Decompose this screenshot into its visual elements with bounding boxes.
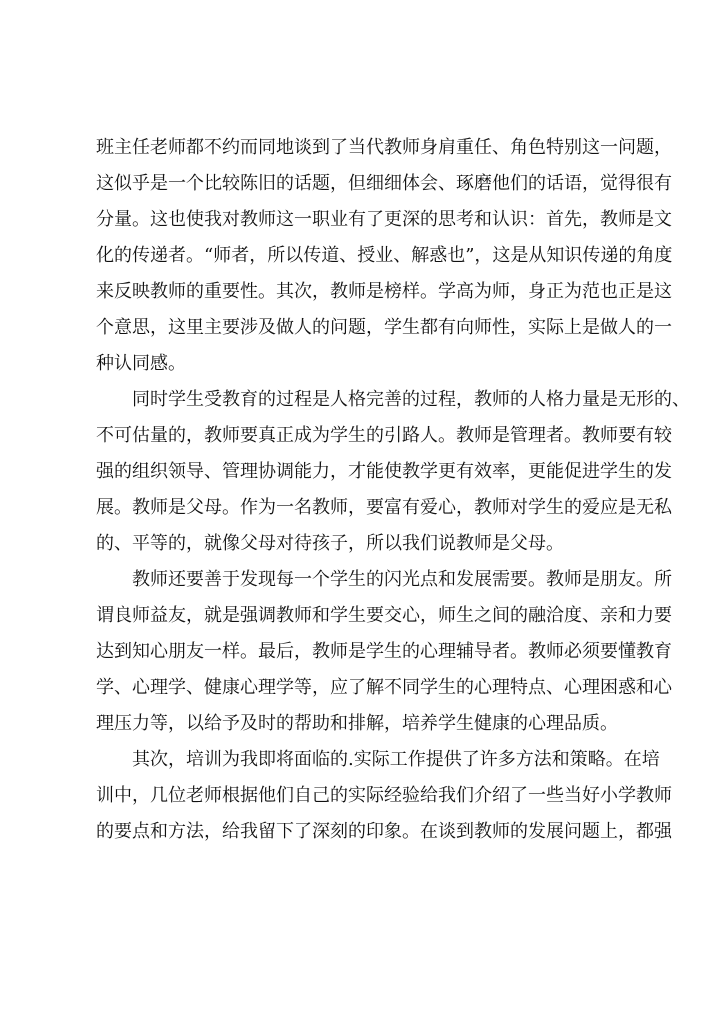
text-line: 达到知心朋友一样。最后，教师是学生的心理辅导者。教师必须要懂教育 xyxy=(96,641,672,662)
text-line: 来反映教师的重要性。其次，教师是榜样。学高为师，身正为范也正是这 xyxy=(96,281,672,302)
text-line: 的、平等的，就像父母对待孩子，所以我们说教师是父母。 xyxy=(96,533,564,554)
text-line: 种认同感。 xyxy=(96,353,186,374)
text-line: 谓良师益友，就是强调教师和学生要交心，师生之间的融洽度、亲和力要 xyxy=(96,605,672,626)
text-line: 学、心理学、健康心理学等，应了解不同学生的心理特点、心理困惑和心 xyxy=(96,677,672,698)
text-line: 强的组织领导、管理协调能力，才能使教学更有效率，更能促进学生的发 xyxy=(96,461,672,482)
text-line: 化的传递者。“师者，所以传道、授业、解惑也”，这是从知识传递的角度 xyxy=(96,245,673,266)
text-line: 展。教师是父母。作为一名教师，要富有爱心，教师对学生的爱应是无私 xyxy=(96,497,672,518)
text-line: 训中，几位老师根据他们自己的实际经验给我们介绍了一些当好小学教师 xyxy=(96,785,672,806)
paragraph-start-line: 其次，培训为我即将面临的.实际工作提供了许多方法和策略。在培 xyxy=(132,749,660,770)
text-line: 个意思，这里主要涉及做人的问题，学生都有向师性，实际上是做人的一 xyxy=(96,317,672,338)
paragraph-start-line: 教师还要善于发现每一个学生的闪光点和发展需要。教师是朋友。所 xyxy=(132,569,672,590)
body-text xyxy=(96,130,690,850)
text-line: 的要点和方法，给我留下了深刻的印象。在谈到教师的发展问题上，都强 xyxy=(96,821,672,842)
text-line: 这似乎是一个比较陈旧的话题，但细细体会、琢磨他们的话语，觉得很有 xyxy=(96,173,672,194)
text-line: 班主任老师都不约而同地谈到了当代教师身肩重任、角色特别这一问题， xyxy=(96,137,672,158)
text-line: 分量。这也使我对教师这一职业有了更深的思考和认识：首先，教师是文 xyxy=(96,209,672,230)
text-line: 理压力等，以给予及时的帮助和排解，培养学生健康的心理品质。 xyxy=(96,713,618,734)
text-line: 不可估量的，教师要真正成为学生的引路人。教师是管理者。教师要有较 xyxy=(96,425,672,446)
paragraph-start-line: 同时学生受教育的过程是人格完善的过程，教师的人格力量是无形的、 xyxy=(132,389,690,410)
